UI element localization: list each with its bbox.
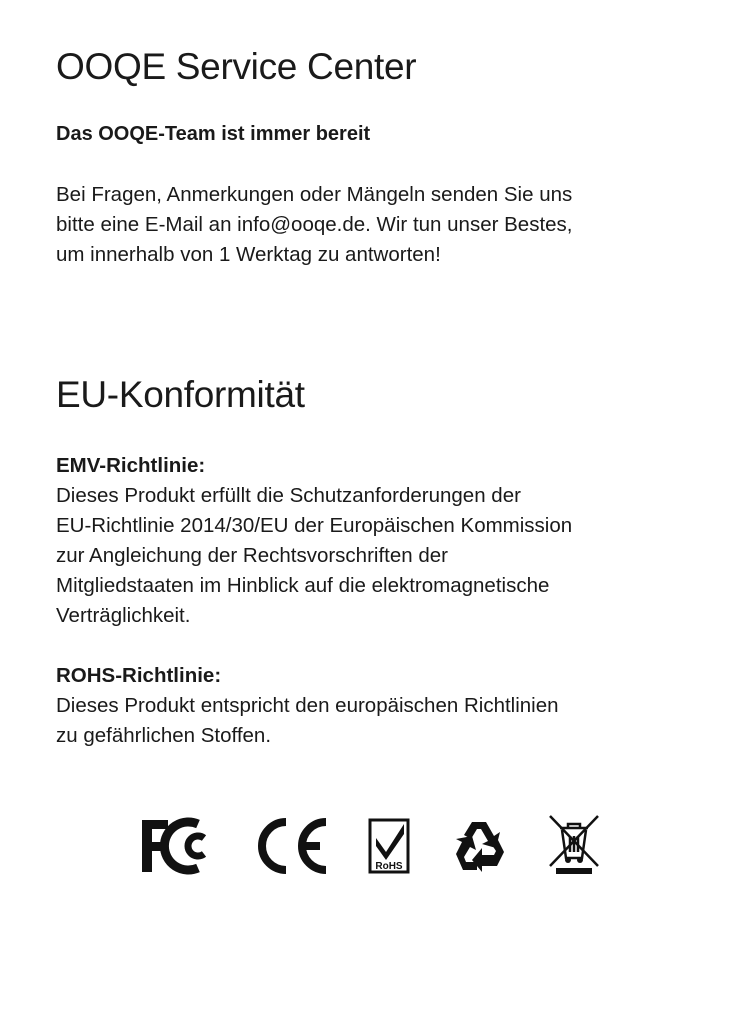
rohs-line: Dieses Produkt entspricht den europäischen Richtlinien — [56, 694, 559, 717]
service-body — [56, 180, 686, 270]
certification-marks — [138, 812, 608, 878]
emv-line: Verträglichkeit. — [56, 604, 191, 627]
emv-label: EMV-Richtlinie: — [56, 454, 206, 477]
rohs-icon-text: RoHS — [375, 861, 403, 872]
emv-line: Dieses Produkt erfüllt die Schutzanforderungen der — [56, 484, 521, 507]
rohs-line: zu gefährlichen Stoffen. — [56, 724, 272, 747]
rohs-label: ROHS-Richtlinie: — [56, 664, 222, 687]
eu-title: EU-Konformität — [56, 374, 305, 415]
emv-line: zur Angleichung der Rechtsvorschriften der — [56, 544, 448, 567]
recycle-icon — [446, 812, 512, 878]
ce-icon — [252, 812, 332, 878]
rohs-section — [56, 661, 686, 751]
service-body-line: um innerhalb von 1 Werktag zu antworten! — [56, 243, 441, 266]
service-title: OOQE Service Center — [56, 46, 417, 87]
emv-line: EU-Richtlinie 2014/30/EU der Europäischen Kommission — [56, 514, 573, 537]
rohs-icon — [366, 812, 412, 878]
weee-bin-icon — [546, 812, 602, 878]
service-body-line: Bei Fragen, Anmerkungen oder Mängeln senden Sie uns — [56, 183, 573, 206]
emv-section — [56, 451, 686, 631]
service-body-line: bitte eine E-Mail an info@ooqe.de. Wir tun unser Bestes, — [56, 213, 573, 236]
emv-line: Mitgliedstaaten im Hinblick auf die elektromagnetische — [56, 574, 550, 597]
fcc-icon — [138, 812, 216, 878]
service-subtitle: Das OOQE-Team ist immer bereit — [56, 123, 371, 145]
